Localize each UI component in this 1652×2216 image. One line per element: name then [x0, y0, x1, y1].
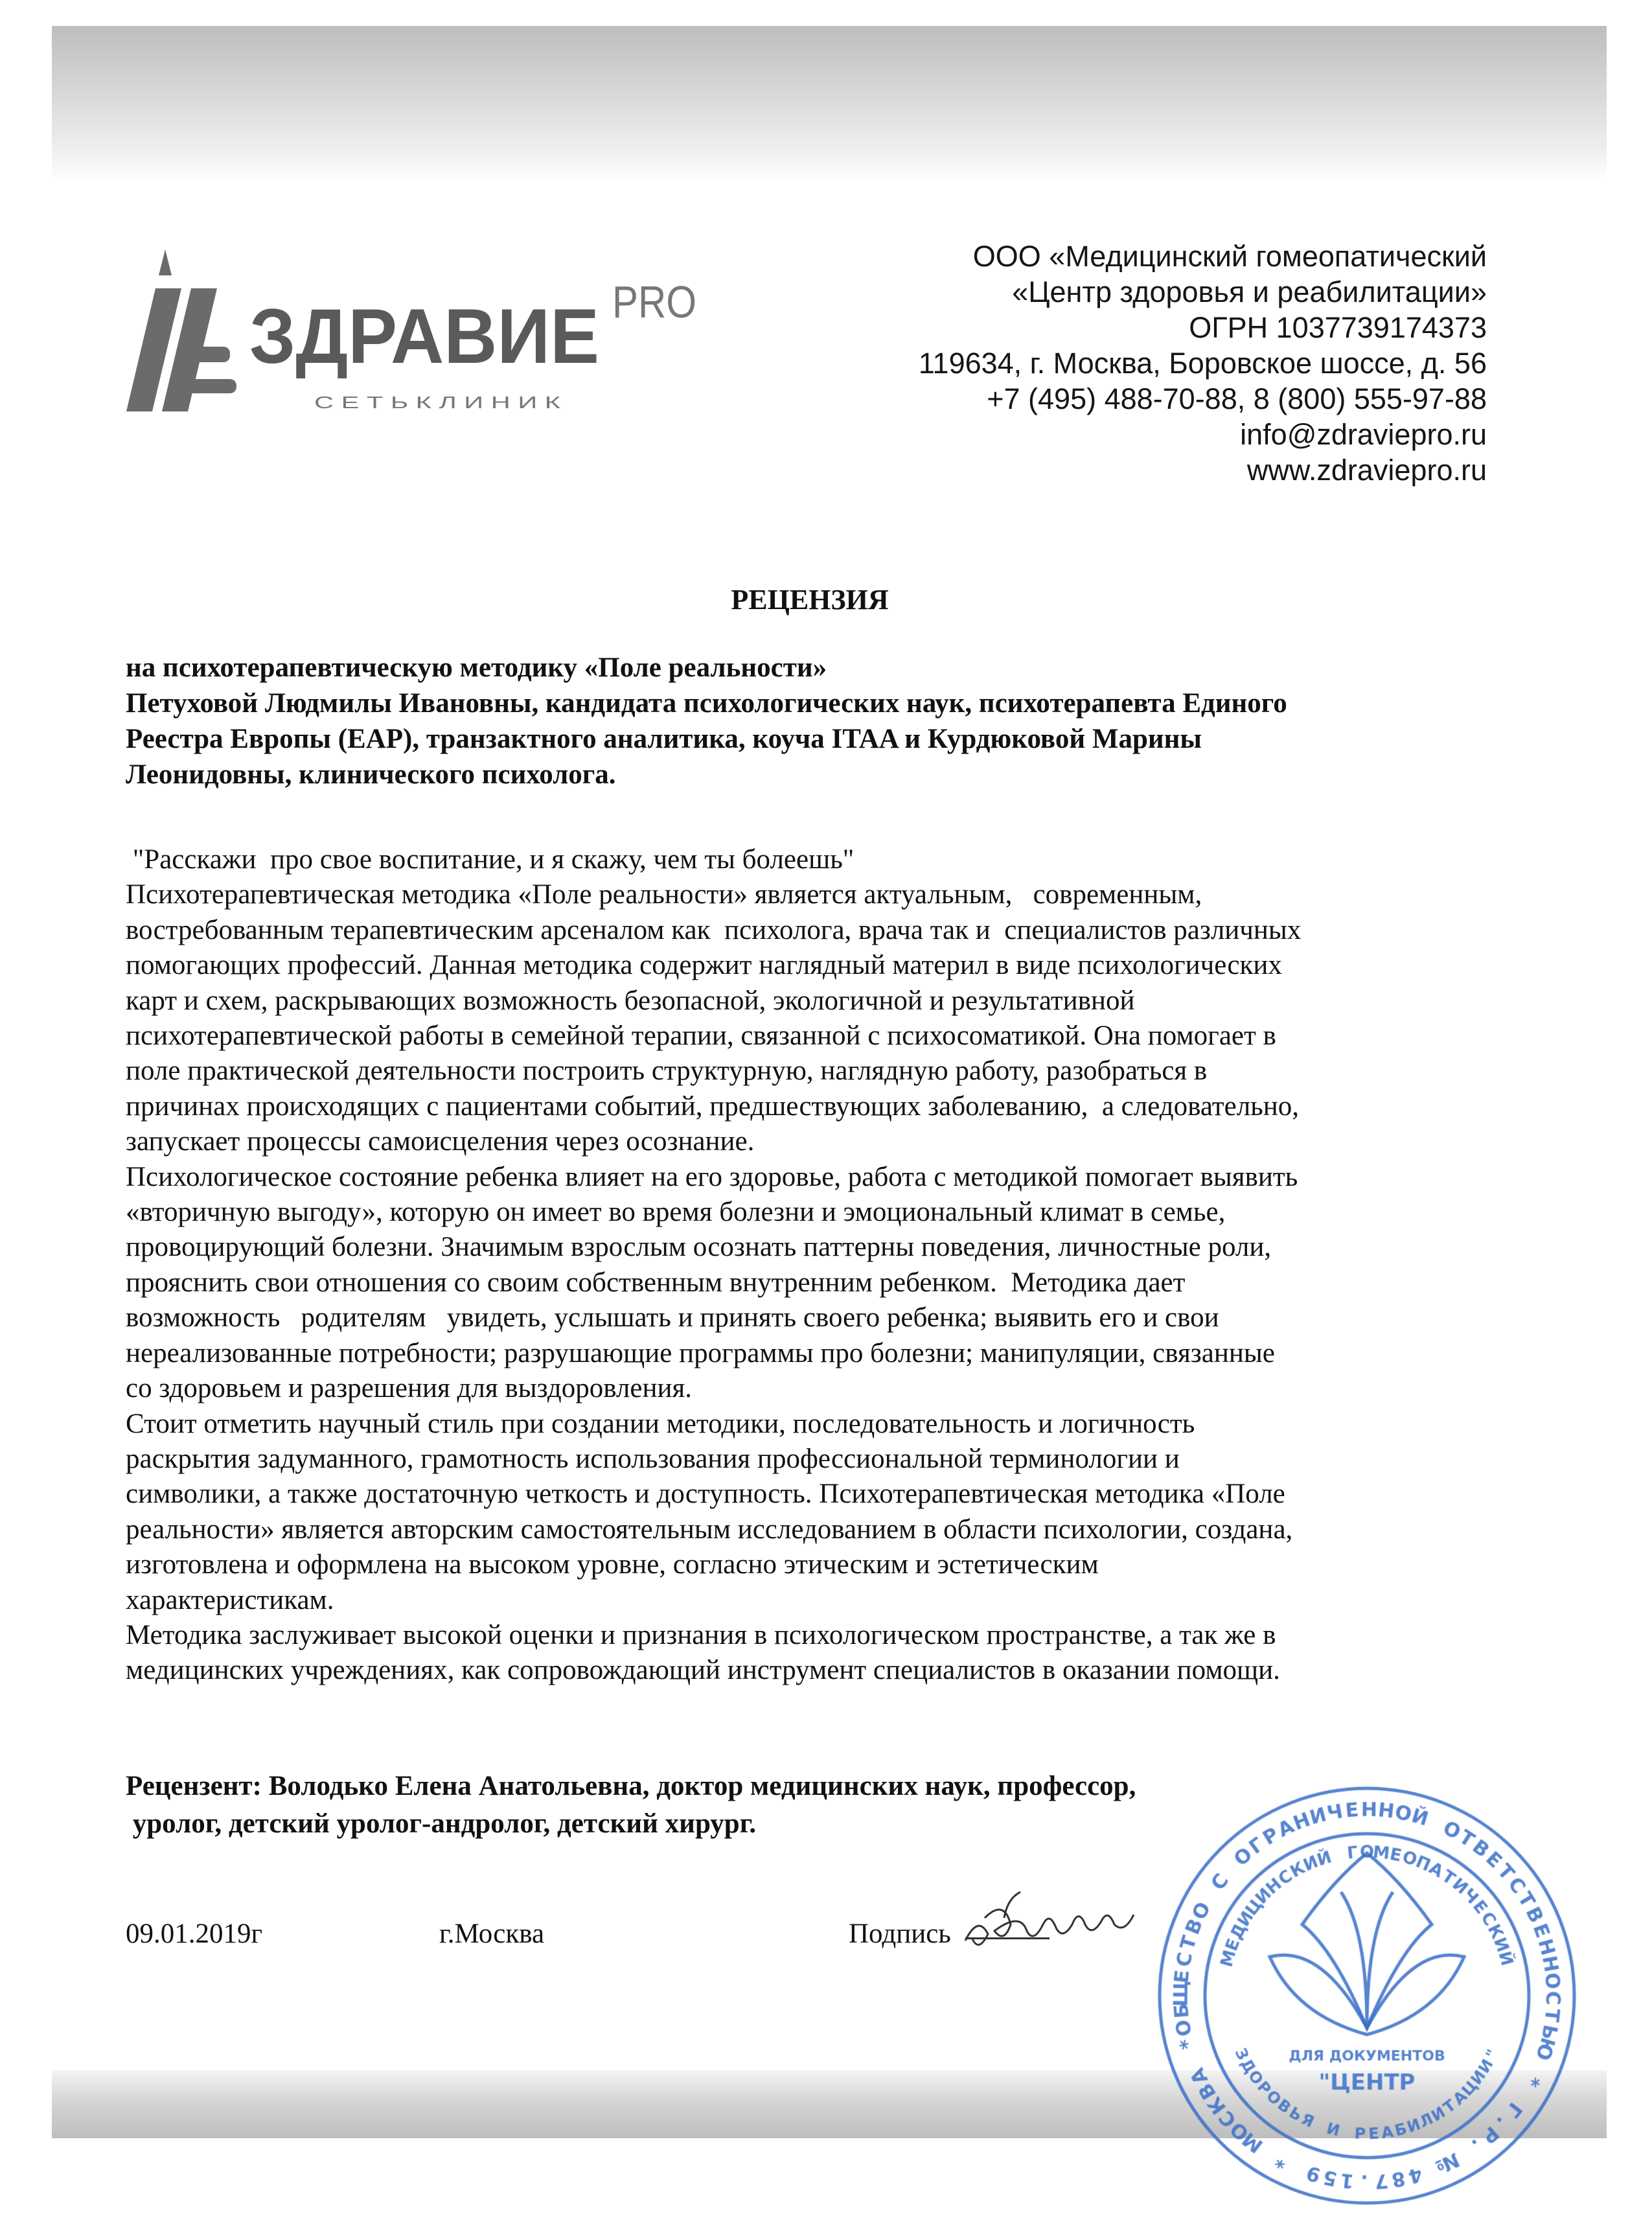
company-name-line1: ООО «Медицинский гомеопатический	[972, 240, 1487, 273]
company-seal	[1147, 1775, 1587, 2216]
document-date: 09.01.2019г	[126, 1919, 263, 1949]
review-subject	[126, 650, 1287, 792]
reviewer-line: уролог, детский уролог-андролог, детский хирург.	[126, 1808, 757, 1839]
body-line: Психотерапевтическая методика «Поле реальности» является актуальным, современным,	[126, 879, 1202, 910]
company-address: 119634, г. Москва, Боровское шоссе, д. 56	[918, 347, 1487, 380]
document-city: г.Москва	[439, 1919, 545, 1949]
company-details	[919, 238, 1487, 488]
svg-text:С Е Т Ь К Л И Н И К: С Е Т Ь К Л И Н И К	[314, 393, 560, 412]
body-line: помогающих профессий. Данная методика содержит наглядный материл в виде психологических	[126, 950, 1282, 981]
body-line: Психологическое состояние ребенка влияет на его здоровье, работа с методикой помогает выявить	[126, 1161, 1298, 1192]
subject-line: на психотерапевтическую методику «Поле реальности»	[126, 652, 827, 683]
body-line: изготовлена и оформлена на высоком уровне, согласно этическим и эстетическим	[126, 1549, 1099, 1580]
review-body	[126, 842, 1301, 1689]
scan-shadow-top	[52, 26, 1607, 181]
body-line: поле практической деятельности построить структурную, наглядную работу, разобраться в	[126, 1056, 1208, 1087]
body-line: прояснить свои отношения со своим собственным внутренним ребенком. Методика дает	[126, 1267, 1186, 1298]
body-line: Стоит отметить научный стиль при создании методики, последовательность и логичность	[126, 1408, 1195, 1439]
body-line: запускает процессы самоисцеления через осознание.	[126, 1126, 755, 1157]
svg-text:PRO: PRO	[612, 277, 696, 327]
document-title: РЕЦЕНЗИЯ	[731, 584, 889, 616]
body-line: раскрытия задуманного, грамотность использования профессиональной терминологии и	[126, 1443, 1180, 1474]
handwritten-signature	[959, 1879, 1179, 1970]
reviewer-info	[126, 1768, 1136, 1843]
company-ogrn: ОГРН 1037739174373	[1189, 311, 1487, 344]
body-line: нереализованные потребности; разрушающие программы про болезни; манипуляции, связанные	[126, 1337, 1275, 1368]
company-name-line2: «Центр здоровья и реабилитации»	[1012, 275, 1487, 308]
body-line: характеристикам.	[126, 1584, 334, 1615]
body-line: провоцирующий болезни. Значимым взрослым осознать паттерны поведения, личностные роли,	[126, 1232, 1272, 1263]
reviewer-line: Рецензент: Володько Елена Анатольевна, доктор медицинских наук, профессор,	[126, 1771, 1136, 1801]
company-website: www.zdraviepro.ru	[1246, 454, 1487, 487]
body-line: востребованным терапевтическим арсеналом как психолога, врача так и специалистов различных	[126, 914, 1302, 945]
body-line: причинах происходящих с пациентами событий, предшествующих заболеванию, а следовательно,	[126, 1091, 1300, 1122]
body-line: возможность родителям увидеть, услышать и принять своего ребенка; выявить его и свои	[126, 1302, 1219, 1333]
body-line: медицинских учреждениях, как сопровождающий инструмент специалистов в оказании помощи.	[126, 1655, 1280, 1686]
subject-line: Реестра Европы (ЕАР), транзактного аналитика, коуча ITAA и Курдюковой Марины	[126, 724, 1202, 754]
body-line: символики, а также достаточную четкость и доступность. Психотерапевтическая методика «Поле	[126, 1479, 1285, 1510]
subject-line: Петуховой Людмилы Ивановны, кандидата психологических наук, психотерапевта Единого	[126, 688, 1287, 719]
body-line: «вторичную выгоду», которую он имеет во время болезни и эмоциональный климат в семье,	[126, 1197, 1226, 1228]
body-line: карт и схем, раскрывающих возможность безопасной, экологичной и результативной	[126, 985, 1135, 1016]
body-line: реальности» является авторским самостоятельным исследованием в области психологии, создана,	[126, 1514, 1293, 1545]
body-line: со здоровьем и разрешения для выздоровления.	[126, 1373, 693, 1404]
subject-line: Леонидовны, клинического психолога.	[126, 759, 616, 790]
svg-text:ЗДРАВИЕ: ЗДРАВИЕ	[249, 293, 599, 380]
company-logo	[126, 249, 709, 418]
company-phones: +7 (495) 488-70-88, 8 (800) 555-97-88	[987, 382, 1487, 415]
body-line: "Расскажи про свое воспитание, и я скажу, чем ты болеешь"	[126, 844, 855, 875]
company-email: info@zdraviepro.ru	[1240, 418, 1487, 451]
body-line: Методика заслуживает высокой оценки и признания в психологическом пространстве, а так же в	[126, 1619, 1276, 1650]
body-line: психотерапевтической работы в семейной терапии, связанной с психосоматикой. Она помогает в	[126, 1021, 1276, 1052]
signature-label: Подпись	[849, 1919, 951, 1949]
